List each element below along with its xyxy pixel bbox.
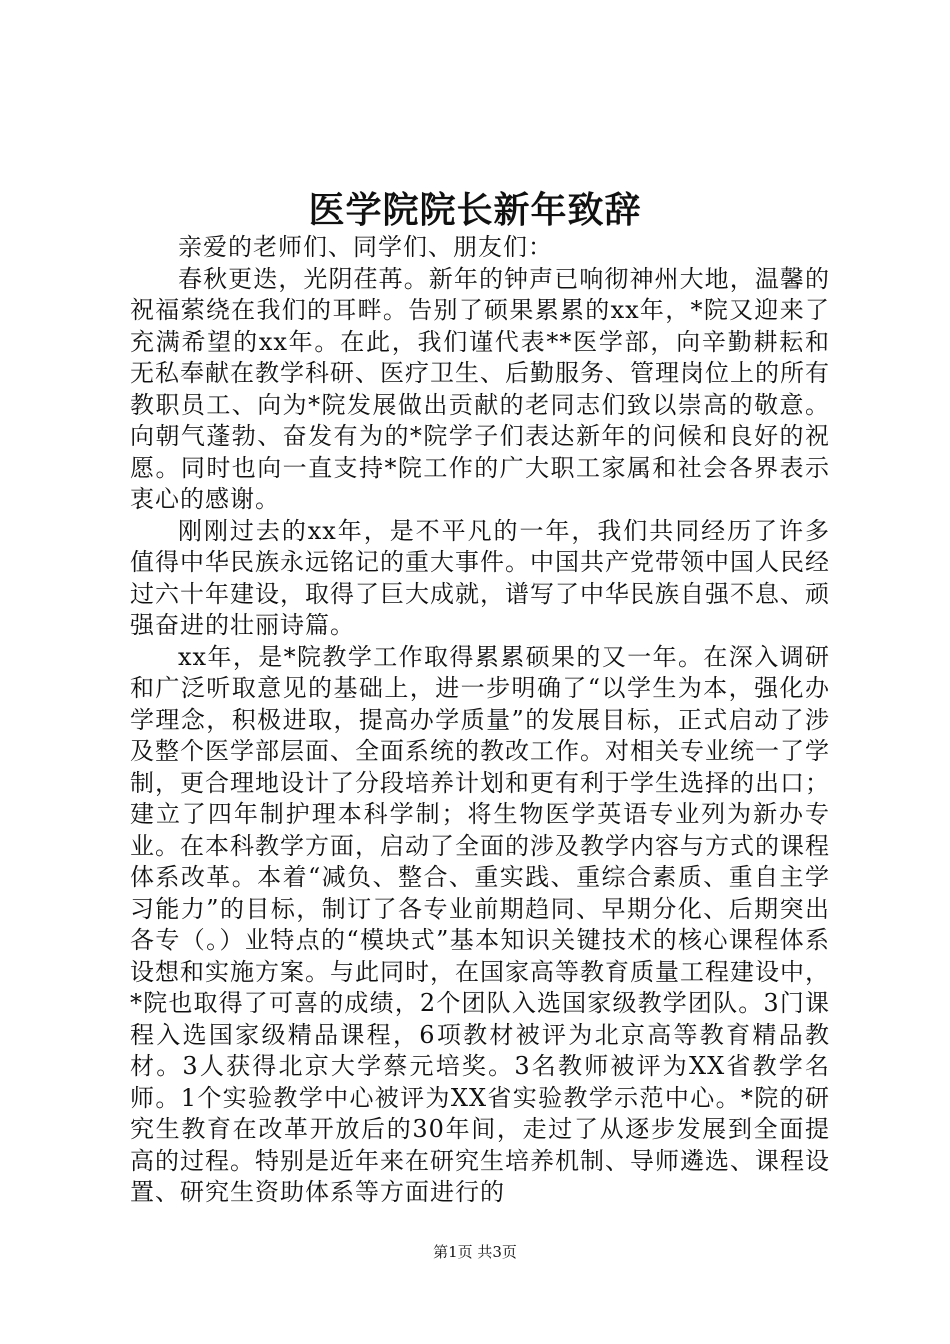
paragraph-3: xx年，是*院教学工作取得累累硕果的又一年。在深入调研和广泛听取意见的基础上，进一步明确了“以学生为本，强化办学理念，积极进取，提高办学质量”的发展目标，正式启动了涉及整个医学部层面、全面系统的教改工作。对相关专业统一了学制，更合理地设计了分段培养计划和更有利于学生选择的出口；建立了四年制护理本科学制；将生物医学英语专业列为新办专业。在本科教学方面，启动了全面的涉及教学内容与方式的课程体系改革。本着“减负、整合、重实践、重综合素质、重自主学习能力”的目标，制订了各专业前期趋同、早期分化、后期突出各专（。）业特点的“模块式”基本知识关键技术的核心课程体系设想和实施方案。与此同时，在国家高等教育质量工程建设中，*院也取得了可喜的成绩，2个团队入选国家级教学团队。3门课程入选国家级精品课程，6项教材被评为北京高等教育精品教材。3人获得北京大学蔡元培奖。3名教师被评为XX省教学名师。1个实验教学中心被评为XX省实验教学示范中心。*院的研究生教育在改革开放后的30年间，走过了从逐步发展到全面提高的过程。特别是近年来在研究生培养机制、导师遴选、课程设置、研究生资助体系等方面进行的 — [130, 642, 830, 1206]
document-body — [130, 232, 830, 1209]
salutation: 亲爱的老师们、同学们、朋友们： — [178, 233, 553, 261]
paragraph-2: 刚刚过去的xx年，是不平凡的一年，我们共同经历了许多值得中华民族永远铭记的重大事件。中国共产党带领中国人民经过六十年建设，取得了巨大成就，谱写了中华民族自强不息、顽强奋进的壮丽诗篇。 — [130, 516, 830, 639]
paragraph-1: 春秋更迭，光阴荏苒。新年的钟声已响彻神州大地，温馨的祝福萦绕在我们的耳畔。告别了硕果累累的xx年，*院又迎来了充满希望的xx年。在此，我们谨代表**医学部，向辛勤耕耘和无私奉献在教学科研、医疗卫生、后勤服务、管理岗位上的所有教职员工、向为*院发展做出贡献的老同志们致以崇高的敬意。向朝气蓬勃、奋发有为的*院学子们表达新年的问候和良好的祝愿。同时也向一直支持*院工作的广大职工家属和社会各界表示衷心的感谢。 — [130, 264, 830, 513]
page-footer: 第1页 共3页 — [433, 1243, 517, 1261]
document-title: 医学院院长新年致辞 — [308, 189, 642, 231]
